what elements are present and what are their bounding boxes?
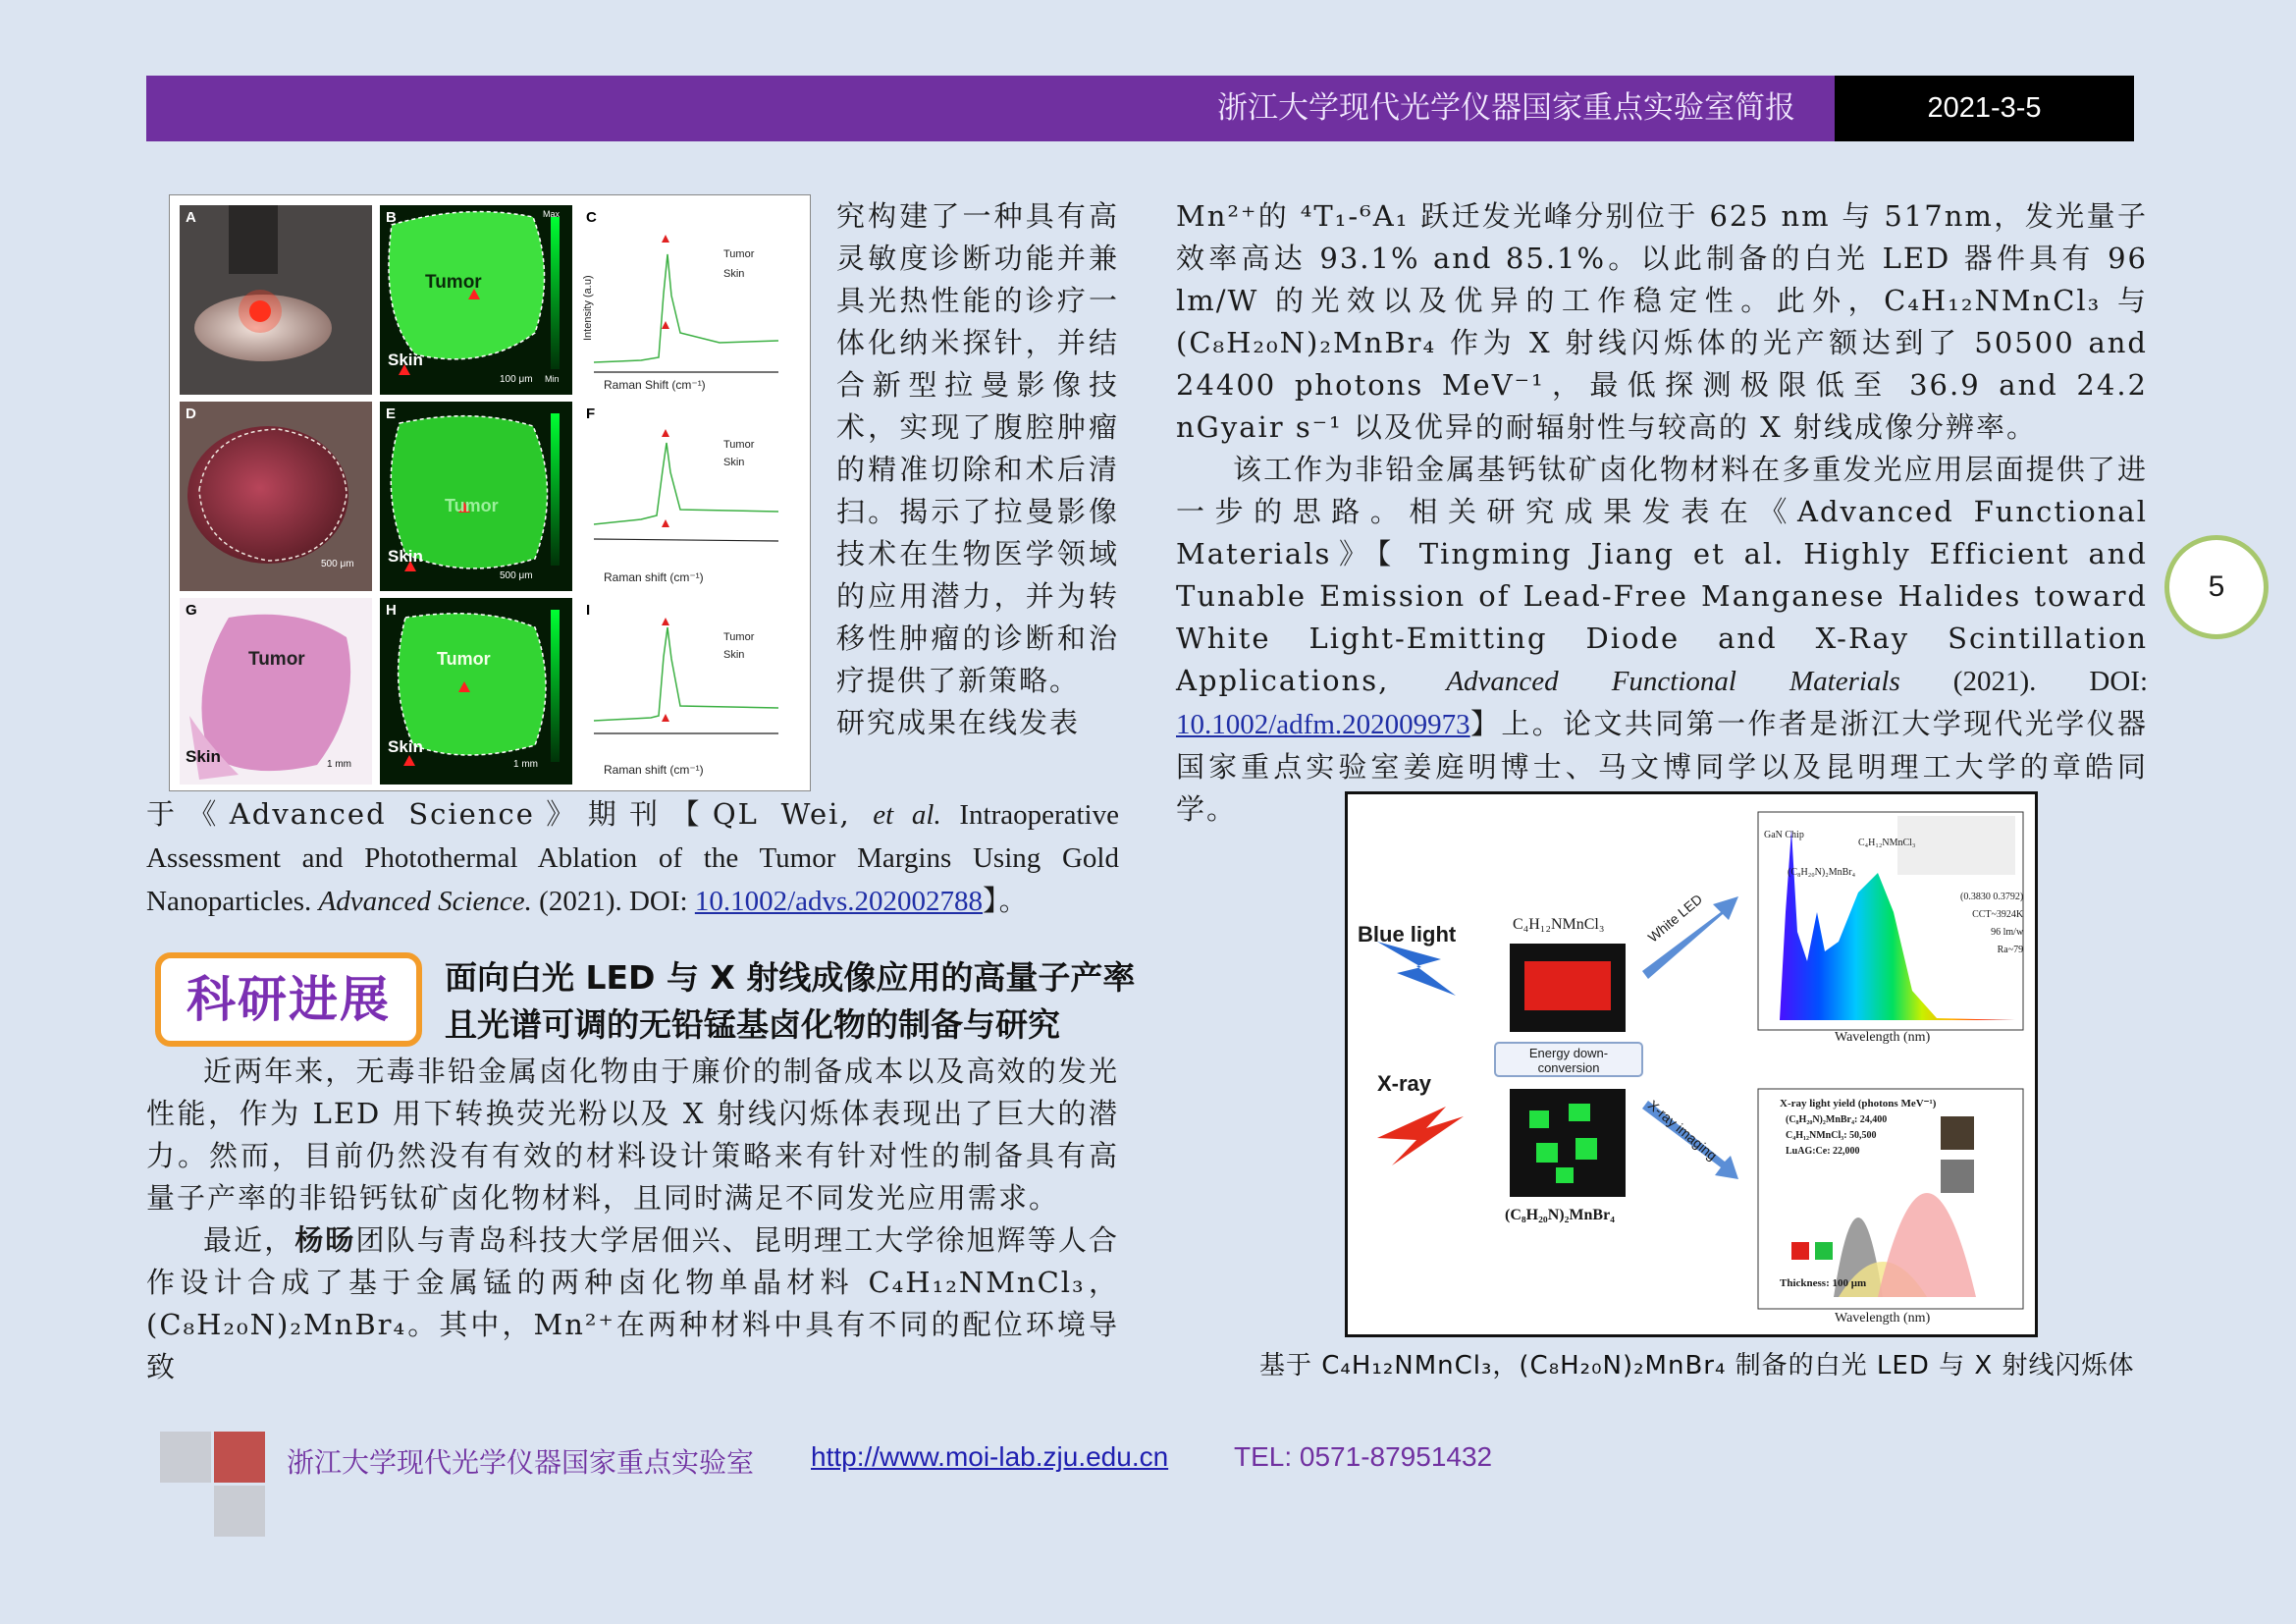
footer-phone: TEL: 0571-87951432: [1234, 1441, 1493, 1472]
doi-link-advs[interactable]: 10.1002/advs.202002788: [694, 886, 984, 917]
xray-imaging-label: X-ray imaging: [1644, 1097, 1721, 1164]
pub-etal: et al.: [873, 799, 941, 831]
legend-luag: LuAG:Ce: 22,000: [1786, 1146, 1860, 1157]
article2-title-line2: 且光谱可调的无铅锰基卤化物的制备与研究: [445, 1005, 1060, 1044]
article2-right-body: [1176, 195, 2148, 831]
legend-tumor-c: Tumor: [723, 248, 755, 260]
footer-square-grey2: [214, 1486, 265, 1537]
article1-body-top: 究构建了一种具有高灵敏度诊断功能并兼具光热性能的诊疗一体化纳米探针，并结合新型拉曼影像技术，实现了腹腔肿瘤的精准切除和术后清扫。揭示了拉曼影像技术在生物医学领域的应用潜力，并为转移性肿瘤的诊断和治疗提供了新策略。: [836, 199, 1119, 697]
panel-label-d: D: [186, 406, 196, 422]
white-led-label: White LED: [1644, 891, 1706, 946]
article2-title-line1: 面向白光 LED 与 X 射线成像应用的高量子产率: [445, 958, 1136, 997]
led-specs: [1960, 889, 2023, 959]
top-xlabel: Wavelength (nm): [1835, 1030, 1931, 1045]
spec-cie: (0.3830 0.3792): [1960, 892, 2024, 902]
panel-label-i: I: [586, 602, 591, 619]
p4-text: 该工作为非铅金属基钙钛矿卤化物材料在多重发光应用层面提供了进一步的思路。相关研究成果发表在《Advanced Functional Materials》【 Tingming Jiang et al. Highly Efficient and Tunable Emission of Lead-Free Manganese Halides toward White Light-Emitting Diode and X-Ray Scintillation Applications,: [1176, 453, 2148, 697]
article2-paragraph-3: Mn²⁺的 ⁴T₁-⁶A₁ 跃迁发光峰分别位于 625 nm 与 517nm，发光量子效率高达 93.1% and 85.1%。以此制备的白光 LED 器件具有 96 lm/W 的光效以及优异的工作稳定性。此外，C₄H₁₂NMnCl₃ 与(C₈H₂₀N)₂MnBr₄ 作为 X 射线闪烁体的光产额达到了 50500 and 24400 photons MeV⁻¹，最低探测极限低至 36.9 and 24.2 nGyair s⁻¹ 以及优异的耐辐射性与较高的 X 射线成像分辨率。: [1176, 199, 2148, 444]
p4-journal: Advanced Functional Materials: [1446, 666, 1900, 697]
legend-mnbr: (C₈H₂₀N)₂MnBr₄: 24,400: [1786, 1114, 1888, 1125]
skin-label-h: Skin: [388, 737, 423, 756]
footer-lab-name: 浙江大学现代光学仪器国家重点实验室: [287, 1446, 755, 1479]
legend-skin-c: Skin: [723, 268, 745, 280]
scale-label-h: 1 mm: [513, 759, 538, 770]
footer-square-grey1: [160, 1432, 211, 1483]
blue-light-label: Blue light: [1358, 922, 1457, 947]
tumor-label-e: Tumor: [445, 496, 499, 515]
pub-doi-label: (2021). DOI:: [531, 886, 695, 917]
article1-publication-lead: 研究成果在线发表: [836, 706, 1081, 739]
pub-journal: Advanced Science.: [318, 886, 532, 917]
skin-label-b: Skin: [388, 351, 423, 369]
tumor-label-h: Tumor: [437, 649, 491, 669]
scale-label-d: 500 μm: [321, 559, 354, 569]
footer-website-link[interactable]: http://www.moi-lab.zju.edu.cn: [811, 1441, 1169, 1472]
scale-label-e: 500 μm: [500, 570, 533, 581]
doi-link-adfm[interactable]: 10.1002/adfm.202009973: [1176, 709, 1470, 740]
white-led-xray-figure: [1345, 791, 2038, 1337]
header-bar: [146, 76, 1835, 141]
skin-label-e: Skin: [388, 547, 423, 566]
ylabel-c: Intensity (a.u): [582, 275, 594, 341]
panel-label-f: F: [586, 406, 596, 422]
figure2-svg: [1348, 794, 2035, 1334]
spec-cct: CCT~3924K: [1972, 909, 2024, 920]
left-column-top-text: [836, 195, 1119, 744]
article2-paragraph-1: 近两年来，无毒非铅金属卤化物由于廉价的制备成本以及高效的发光性能，作为 LED 用下转换荧光粉以及 X 射线闪烁体表现出了巨大的潜力。然而，目前仍然没有有效的材料设计策略来有针对性的制备具有高量子产率的非铅钙钛矿卤化物材料，且同时满足不同发光应用需求。: [146, 1055, 1119, 1215]
spec-ra: Ra~79: [1997, 945, 2024, 955]
compound1-label: C₄H₁₂NMnCl₃: [1513, 916, 1605, 933]
mncl-peak-label: C₄H₁₂NMnCl₃: [1858, 838, 1916, 848]
bottom-xlabel: Wavelength (nm): [1835, 1311, 1931, 1326]
xlabel-f: Raman shift (cm⁻¹): [604, 570, 704, 584]
legend-skin-f: Skin: [723, 457, 745, 468]
min-label-b: Min: [545, 374, 560, 384]
pub-end: 】。: [983, 884, 1030, 917]
article2-title: [445, 954, 1135, 1049]
panel-label-c: C: [586, 209, 597, 226]
page-number: 5: [2164, 535, 2269, 639]
panel-label-e: E: [386, 406, 397, 422]
panel-label-h: H: [386, 602, 397, 619]
bottom-chart-title: X-ray light yield (photons MeV⁻¹): [1780, 1098, 1937, 1110]
footer-square-red: [214, 1432, 265, 1483]
skin-label-g: Skin: [186, 747, 221, 766]
legend-tumor-f: Tumor: [723, 439, 755, 451]
gan-chip-label: GaN Chip: [1764, 830, 1804, 840]
section-tag-label: 科研进展: [187, 971, 391, 1028]
legend-skin-i: Skin: [723, 649, 745, 661]
bottom-legend: [1786, 1112, 1887, 1160]
spec-efficacy: 96 lm/w: [1991, 927, 2024, 938]
article2-paragraph-4: [1176, 449, 2148, 831]
mnbr-peak-label: (C₈H₂₀N)₂MnBr₄: [1788, 867, 1856, 878]
p4-end: 】上。论文共同第一作者是浙江大学现代光学仪器国家重点实验室姜庭明博士、马文博同学以及昆明理工大学的章皓同学。: [1176, 707, 2148, 826]
scale-label-g: 1 mm: [327, 759, 351, 770]
legend-mncl: C₄H₁₂NMnCl₃: 50,500: [1786, 1130, 1877, 1141]
article1-publication: [146, 793, 1119, 923]
p2-rest: 团队与青岛科技大学居佃兴、昆明理工大学徐旭辉等人合作设计合成了基于金属锰的两种卤化物单晶材料 C₄H₁₂NMnCl₃，(C₈H₂₀N)₂MnBr₄。其中，Mn²⁺在两种材料中具有不同的配位环境导致: [146, 1223, 1119, 1383]
scale-label-b: 100 μm: [500, 374, 533, 385]
newsletter-title: 浙江大学现代光学仪器国家重点实验室简报: [1217, 90, 1795, 126]
thickness-label: Thickness: 100 μm: [1780, 1277, 1867, 1289]
tumor-label-b: Tumor: [425, 272, 482, 293]
xray-label: X-ray: [1377, 1071, 1432, 1096]
tumor-label-g: Tumor: [248, 649, 305, 670]
section-tag: [155, 952, 422, 1047]
xlabel-c: Raman Shift (cm⁻¹): [604, 378, 706, 392]
pub-title: Intraoperative Assessment and Photothermal Ablation of the Tumor Margins Using Gold Nanoparticles.: [146, 799, 1119, 917]
compound2-label: (C₈H₂₀N)₂MnBr₄: [1505, 1207, 1615, 1223]
xlabel-i: Raman shift (cm⁻¹): [604, 763, 704, 777]
panel-label-g: G: [186, 602, 197, 619]
article2-paragraph-2: [146, 1219, 1119, 1388]
legend-tumor-i: Tumor: [723, 631, 755, 643]
raman-figure-svg: [170, 195, 810, 790]
panel-label-b: B: [386, 209, 397, 226]
panel-label-a: A: [186, 209, 196, 226]
max-label-b: Max: [543, 209, 561, 219]
energy-conversion-label: Energy down-conversion: [1528, 1046, 1609, 1075]
raman-imaging-figure: [169, 194, 811, 791]
issue-date: 2021-3-5: [1835, 76, 2134, 141]
figure2-caption: 基于 C₄H₁₂NMnCl₃，(C₈H₂₀N)₂MnBr₄ 制备的白光 LED 与 X 射线闪烁体: [1259, 1351, 2135, 1380]
p2-author: 杨旸: [294, 1223, 356, 1257]
pub-text-a: 于《Advanced Science》期刊【QL Wei,: [146, 797, 874, 831]
article2-left-body: [146, 1051, 1119, 1388]
p2-lead: 最近，: [203, 1223, 295, 1257]
p4-doi-label: (2021). DOI:: [1899, 666, 2148, 697]
